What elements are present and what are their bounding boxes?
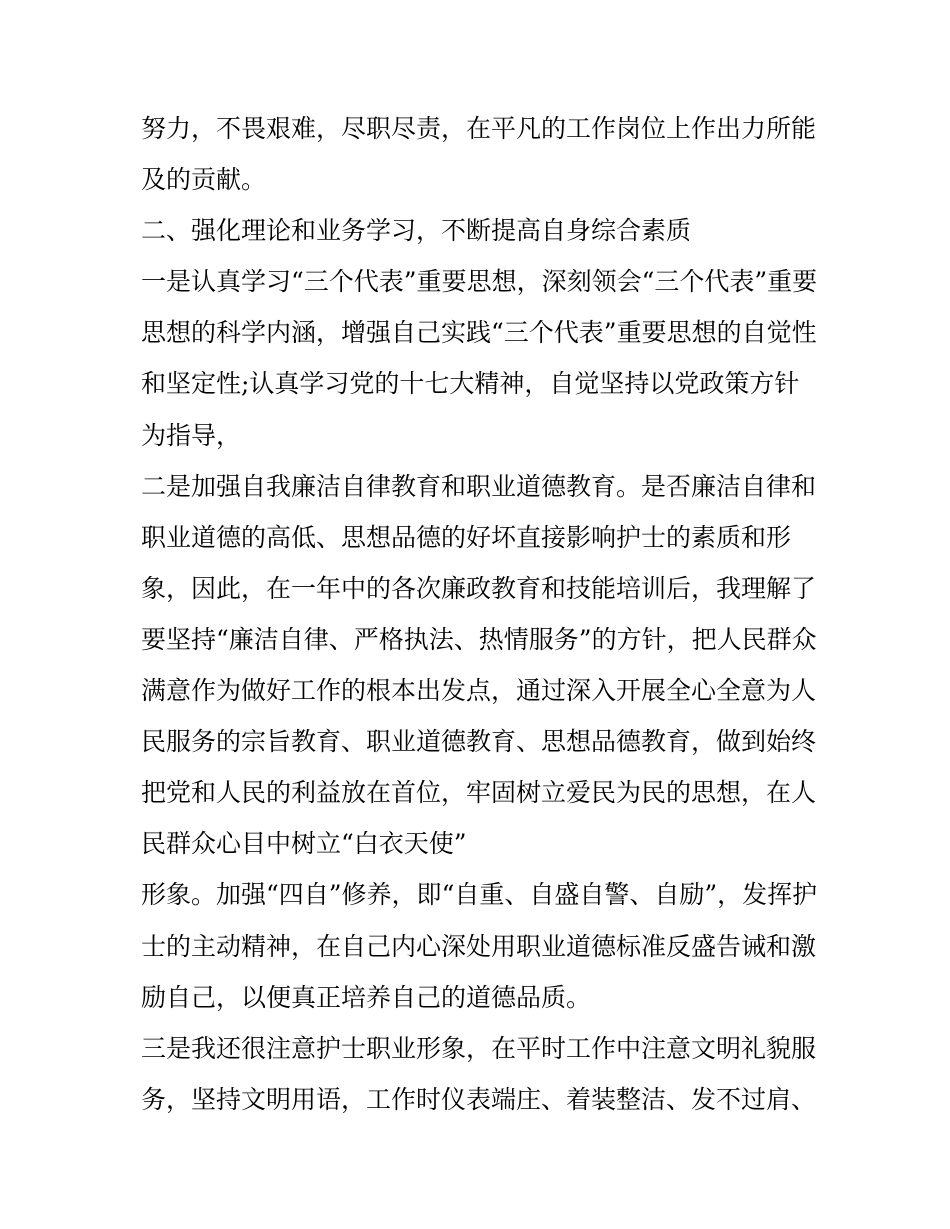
text-line: 和坚定性;认真学习党的十七大精神，自觉坚持以党政策方针 [141,369,800,399]
text-line: 要坚持“廉洁自律、严格执法、热情服务”的方针，把人民群众 [141,624,817,654]
text-line: 把党和人民的利益放在首位，牢固树立爱民为民的思想，在人 [141,778,817,808]
text-line: 努力，不畏艰难，尽职尽责，在平凡的工作岗位上作出力所能 [141,114,817,143]
text-line: 满意作为做好工作的根本出发点，通过深入开展全心全意为人 [141,676,817,706]
body-text [141,103,821,1125]
text-line: 务，坚持文明用语，工作时仪表端庄、着装整洁、发不过肩、 [141,1084,817,1114]
text-line: 三是我还很注意护士职业形象，在平时工作中注意文明礼貌服 [141,1033,817,1063]
text-line: 及的贡献。 [141,165,267,195]
text-line: 二是加强自我廉洁自律教育和职业道德教育。是否廉洁自律和 [141,471,817,501]
text-line: 形象。加强“四自”修养，即“自重、自盛自警、自励”，发挥护 [141,880,818,910]
text-line: 象，因此，在一年中的各次廉政教育和技能培训后，我理解了 [141,573,817,603]
section-heading: 二、强化理论和业务学习，不断提高自身综合素质 [141,216,692,246]
text-line: 为指导， [141,420,242,450]
text-line: 励自己，以便真正培养自己的道德品质。 [141,982,592,1012]
text-line: 一是认真学习“三个代表”重要思想，深刻领会“三个代表”重要 [141,267,818,297]
text-line: 民服务的宗旨教育、职业道德教育、思想品德教育，做到始终 [141,727,817,757]
text-line: 思想的科学内涵，增强自己实践“三个代表”重要思想的自觉性 [141,318,817,348]
text-line: 职业道德的高低、思想品德的好坏直接影响护士的素质和形 [141,522,792,552]
text-line: 士的主动精神，在自己内心深处用职业道德标准反盛告诫和激 [141,931,817,961]
text-line: 民群众心目中树立“白衣天使” [141,829,467,859]
